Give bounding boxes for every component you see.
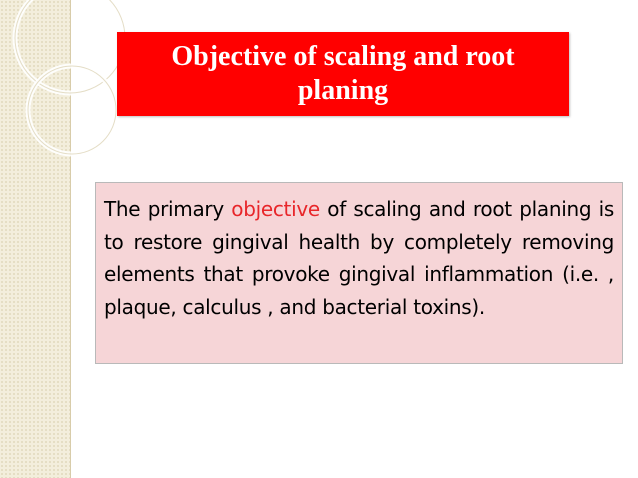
body-text-box — [95, 182, 623, 364]
highlighted-word: objective — [231, 197, 320, 221]
title-banner — [117, 32, 569, 116]
body-text-part-1: The primary — [104, 197, 232, 221]
slide-title: Objective of scaling and root planing — [171, 41, 515, 106]
body-text-part-2: of scaling and root planing is to restore gingival health by completely removing elements that provoke gingival inflammation (i.e. , plaque, calculus , and bacterial toxins). — [104, 197, 615, 319]
body-paragraph — [104, 193, 614, 323]
